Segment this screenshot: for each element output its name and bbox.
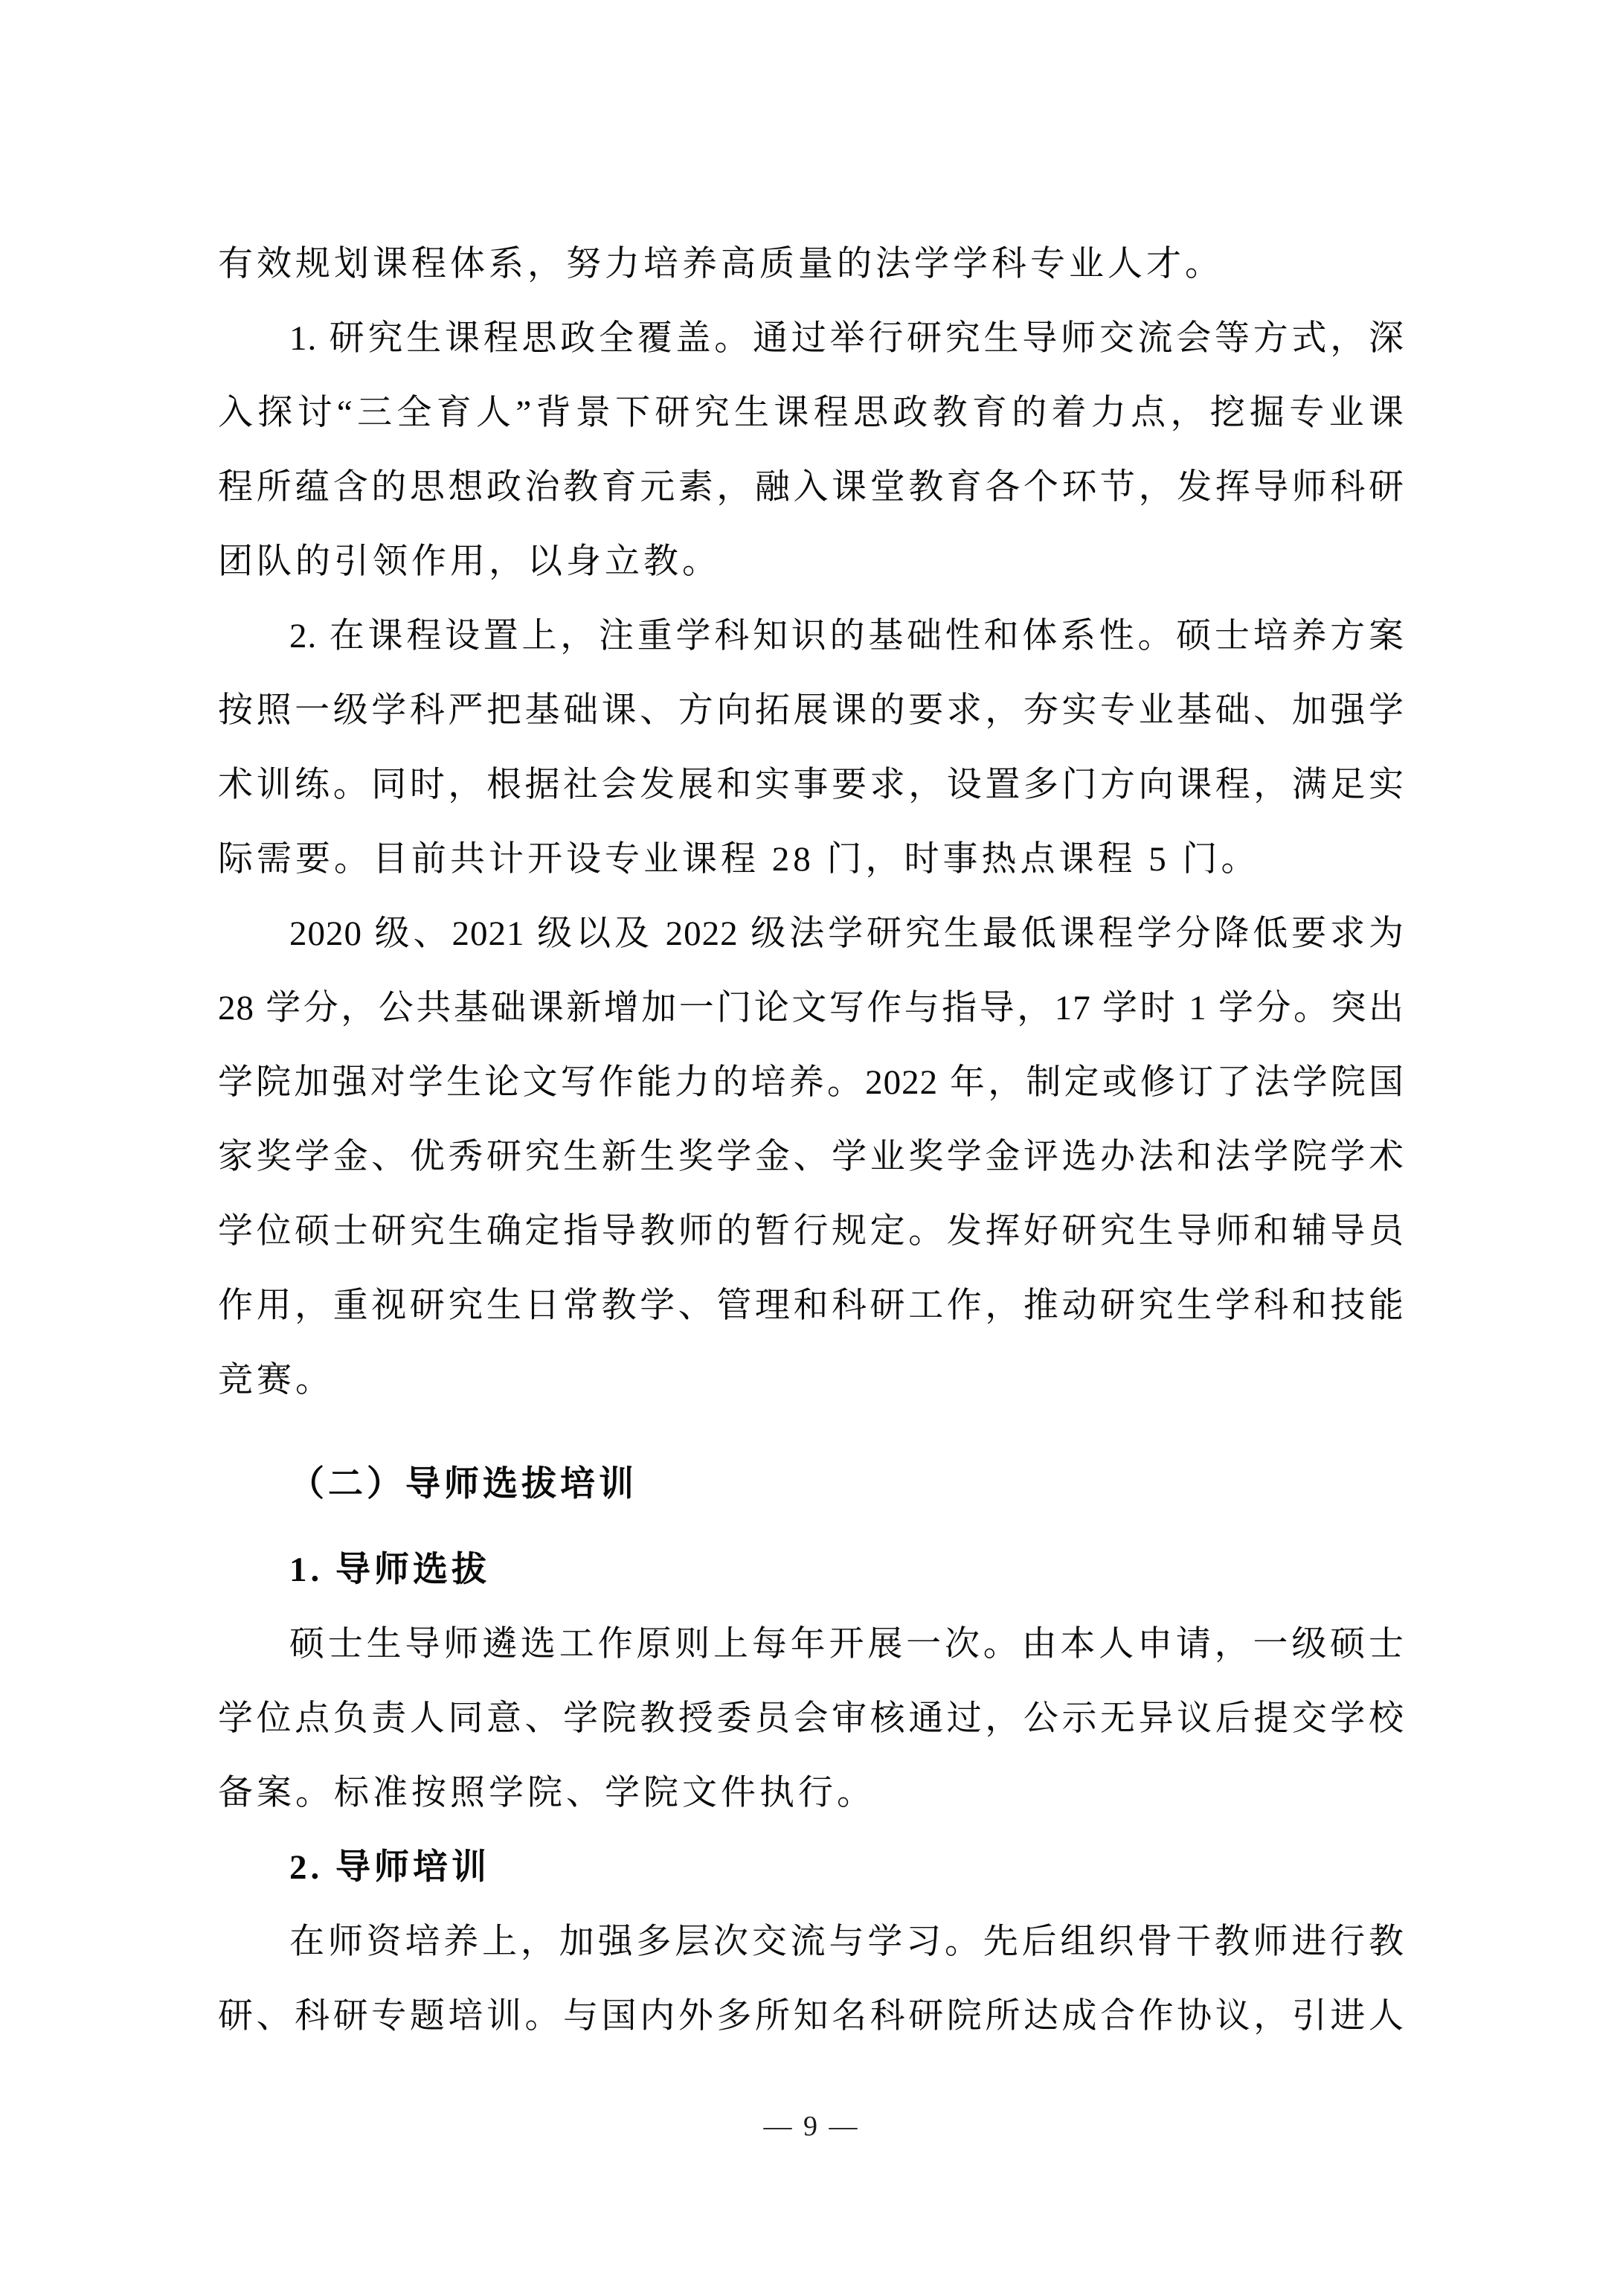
body-line: 2020 级、2021 级以及 2022 级法学研究生最低课程学分降低要求为 [289, 914, 1404, 953]
body-line: 际需要。目前共计开设专业课程 28 门，时事热点课程 5 门。 [218, 840, 1260, 879]
body-line: 备案。标准按照学院、学院文件执行。 [218, 1774, 875, 1812]
body-line: 竞赛。 [218, 1361, 334, 1399]
body-line: 硕士生导师遴选工作原则上每年开展一次。由本人申请，一级硕士 [289, 1625, 1404, 1664]
body-line: 团队的引领作用，以身立教。 [218, 542, 721, 581]
body-line: 28 学分，公共基础课新增加一门论文写作与指导，17 学时 1 学分。突出 [218, 989, 1404, 1027]
document-text-block [218, 227, 1404, 2053]
body-line: 学位点负责人同意、学院教授委员会审核通过，公示无异议后提交学校 [218, 1699, 1404, 1738]
body-line: 程所蕴含的思想政治教育元素，融入课堂教育各个环节，发挥导师科研 [218, 468, 1404, 507]
body-line: 按照一级学科严把基础课、方向拓展课的要求，夯实专业基础、加强学 [218, 691, 1404, 730]
body-line: 1. 研究生课程思政全覆盖。通过举行研究生导师交流会等方式，深 [289, 319, 1404, 358]
body-line: 在师资培养上，加强多层次交流与学习。先后组织骨干教师进行教 [289, 1923, 1404, 1961]
body-line: 2. 在课程设置上，注重学科知识的基础性和体系性。硕士培养方案 [289, 617, 1404, 655]
subsection-heading: 2. 导师培训 [289, 1848, 490, 1887]
body-line: 家奖学金、优秀研究生新生奖学金、学业奖学金评选办法和法学院学术 [218, 1138, 1404, 1176]
body-line: 作用，重视研究生日常教学、管理和科研工作，推动研究生学科和技能 [218, 1286, 1404, 1325]
body-line: 学院加强对学生论文写作能力的培养。2022 年，制定或修订了法学院国 [218, 1063, 1404, 1102]
page-number: — 9 — [763, 2111, 860, 2142]
body-line: 学位硕士研究生确定指导教师的暂行规定。发挥好研究生导师和辅导员 [218, 1212, 1404, 1251]
section-heading: （二）导师选拔培训 [289, 1465, 637, 1504]
body-line: 有效规划课程体系，努力培养高质量的法学学科专业人才。 [218, 245, 1224, 283]
body-line: 研、科研专题培训。与国内外多所知名科研院所达成合作协议，引进人 [218, 1997, 1404, 2036]
body-line: 术训练。同时，根据社会发展和实事要求，设置多门方向课程，满足实 [218, 766, 1404, 804]
body-line: 入探讨“三全育人”背景下研究生课程思政教育的着力点，挖掘专业课 [218, 394, 1404, 432]
subsection-heading: 1. 导师选拔 [289, 1551, 490, 1589]
